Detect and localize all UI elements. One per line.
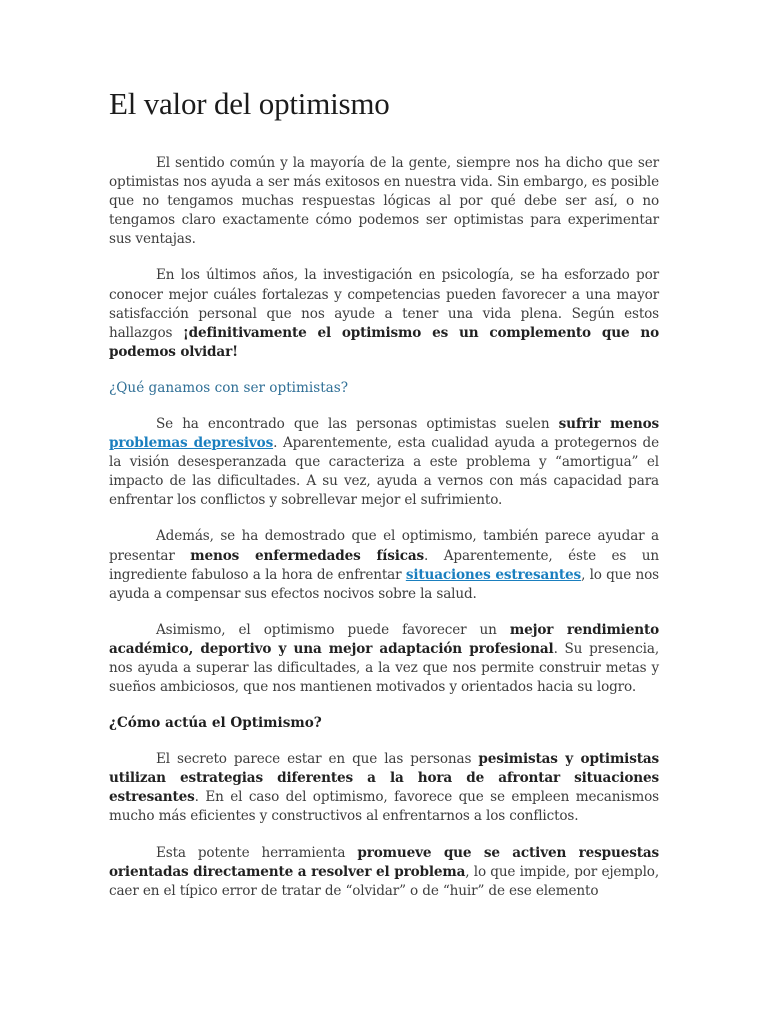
bold-phrase: menos enfermedades físicas	[190, 547, 425, 564]
paragraph-text: El sentido común y la mayoría de la gente, siempre nos ha dicho que ser optimistas nos ayuda a ser más exitosos en nuestra vida. Sin embargo, es posible que no tengamos muchas respuestas lógicas al por qué debe ser así, o no tengamos claro exactamente cómo podemos ser optimistas para experimentar sus ventajas.	[109, 155, 659, 248]
paragraph-text: Esta potente herramienta	[156, 844, 358, 861]
subheading-how-it-works: ¿Cómo actúa el Optimismo?	[109, 715, 322, 732]
paragraph-strategies	[109, 750, 659, 826]
document-page	[109, 84, 659, 918]
paragraph-text: En los últimos años, la investigación en psicología, se ha esforzado por conocer mejor cuáles fortalezas y competencias pueden favorecer a una mayor satisfacción personal que nos ayude a tener una vida plena. Según estos hallazgos	[109, 267, 659, 341]
paragraph-text: . Aparentemente, esta cualidad ayuda a protegernos de la visión desesperanzada que caracteriza a este problema y “amortigua” el impacto de las dificultades. A su vez, ayuda a vernos con más capacidad para enfrentar los conflictos y sobrellevar mejor el sufrimiento.	[109, 435, 659, 509]
link-problemas-depresivos[interactable]: problemas depresivos	[109, 435, 274, 452]
paragraph-text: Asimismo, el optimismo puede favorecer un	[156, 621, 510, 638]
paragraph-text: . Aparentemente, éste es un ingrediente fabuloso a la hora de enfrentar	[109, 547, 659, 583]
subheading-benefits: ¿Qué ganamos con ser optimistas?	[109, 379, 349, 396]
paragraph-text: . Su presencia, nos ayuda a superar las dificultades, a la vez que nos permite construir metas y sueños ambiciosos, que nos mantienen motivados y orientados hacia su logro.	[109, 640, 659, 696]
paragraph-depression	[109, 415, 659, 510]
bold-phrase: mejor rendimiento académico, deportivo y una mejor adaptación profesional	[109, 621, 659, 657]
paragraph-text: El secreto parece estar en que las personas	[156, 751, 479, 768]
bold-phrase: promueve que se activen respuestas orientadas directamente a resolver el problema	[109, 844, 659, 880]
paragraph-performance	[109, 621, 659, 697]
paragraph-text: Se ha encontrado que las personas optimistas suelen	[156, 415, 559, 432]
paragraph-tool	[109, 844, 659, 901]
paragraph-text: , lo que nos ayuda a compensar sus efectos nocivos sobre la salud.	[109, 566, 659, 602]
bold-phrase: sufrir menos	[558, 415, 659, 432]
paragraph-text: . En el caso del optimismo, favorece que se empleen mecanismos mucho más eficientes y constructivos al enfrentarnos a los conflictos.	[109, 789, 659, 825]
paragraph-text: Además, se ha demostrado que el optimismo, también parece ayudar a presentar	[109, 528, 659, 564]
paragraph-physical-health	[109, 527, 659, 603]
paragraph-research	[109, 266, 659, 361]
document-title: El valor del optimismo	[109, 86, 390, 121]
paragraph-text: , lo que impide, por ejemplo, caer en el típico error de tratar de “olvidar” o de “huir” de ese elemento	[109, 863, 659, 899]
bold-phrase: ¡definitivamente el optimismo es un complemento que no podemos olvidar!	[109, 324, 659, 360]
link-situaciones-estresantes[interactable]: situaciones estresantes	[405, 566, 582, 583]
bold-phrase: pesimistas y optimistas utilizan estrategias diferentes a la hora de afrontar situaciones estresantes	[109, 751, 659, 806]
paragraph-intro	[109, 154, 659, 249]
